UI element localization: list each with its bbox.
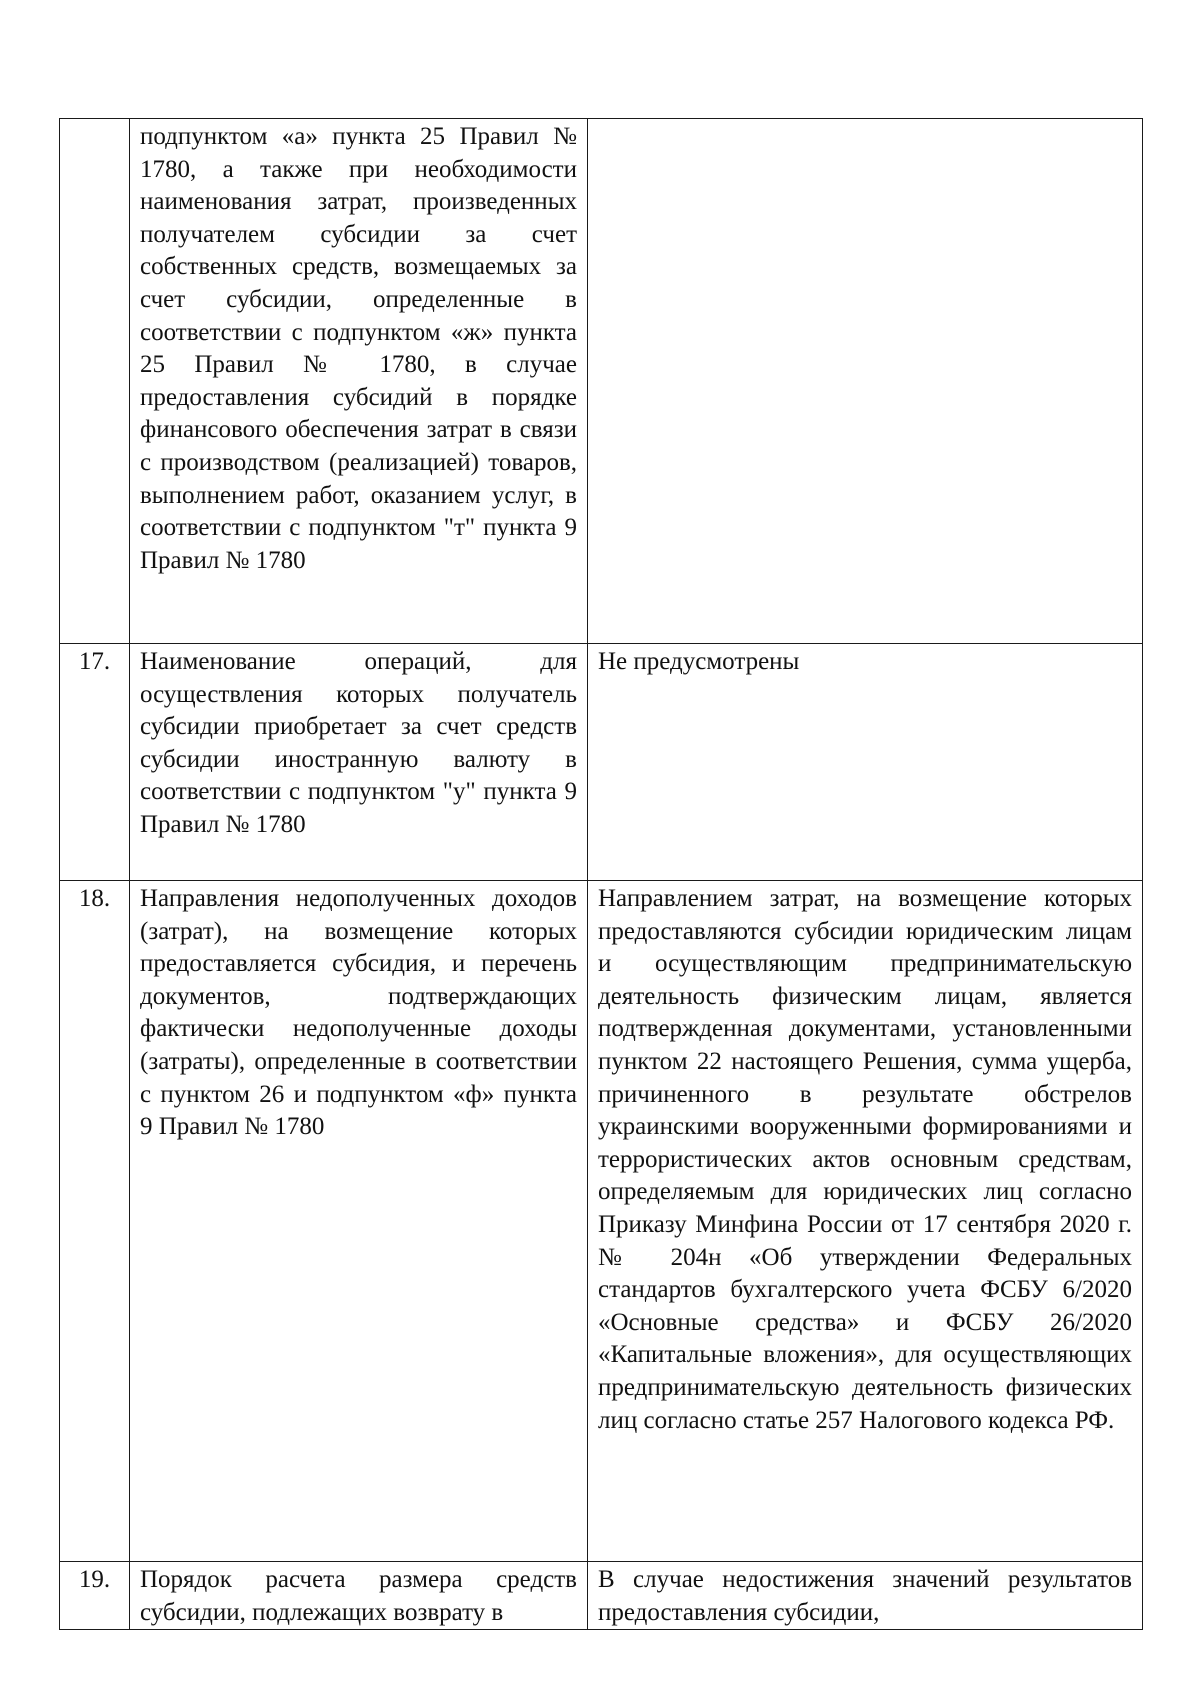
- row-description: Направления недополученных доходов (затрат), на возмещение которых предоставляется субсидия, и перечень документов, подтверждающих фактически недополученные доходы (затраты), определенные в соответствии с пунктом 26 и подпунктом «ф» пункта 9 Правил № 1780: [130, 881, 588, 1562]
- row-value: В случае недостижения значений результатов предоставления субсидии,: [588, 1562, 1143, 1630]
- row-number: 17.: [60, 644, 130, 881]
- table-row: [60, 1562, 1143, 1630]
- table-row: [60, 881, 1143, 1562]
- table-row: [60, 644, 1143, 881]
- row-value: Направлением затрат, на возмещение которых предоставляются субсидии юридическим лицам и осуществляющим предпринимательскую деятельность физическим лицам, является подтвержденная документами, установленными пунктом 22 настоящего Решения, сумма ущерба, причиненного в результате обстрелов украинскими вооруженными формированиями и террористических актов основным средствам, определяемым для юридических лиц согласно Приказу Минфина России от 17 сентября 2020 г. № 204н «Об утверждении Федеральных стандартов бухгалтерского учета ФСБУ 6/2020 «Основные средства» и ФСБУ 26/2020 «Капитальные вложения», для осуществляющих предпринимательскую деятельность физических лиц согласно статье 257 Налогового кодекса РФ.: [588, 881, 1143, 1562]
- subsidy-terms-table: [59, 118, 1143, 1630]
- row-number: 19.: [60, 1562, 130, 1630]
- row-value: Не предусмотрены: [588, 644, 1143, 881]
- row-description: подпунктом «а» пункта 25 Правил № 1780, а также при необходимости наименования затрат, произведенных получателем субсидии за счет собственных средств, возмещаемых за счет субсидии, определенные в соответствии с подпунктом «ж» пункта 25 Правил № 1780, в случае предоставления субсидий в порядке финансового обеспечения затрат в связи с производством (реализацией) товаров, выполнением работ, оказанием услуг, в соответствии с подпунктом "т" пункта 9 Правил № 1780: [130, 119, 588, 644]
- row-value: [588, 119, 1143, 644]
- row-number: 18.: [60, 881, 130, 1562]
- row-description: Наименование операций, для осуществления которых получатель субсидии приобретает за счет средств субсидии иностранную валюту в соответствии с подпунктом "у" пункта 9 Правил № 1780: [130, 644, 588, 881]
- table-row: [60, 119, 1143, 644]
- row-description: Порядок расчета размера средств субсидии, подлежащих возврату в: [130, 1562, 588, 1630]
- row-number: [60, 119, 130, 644]
